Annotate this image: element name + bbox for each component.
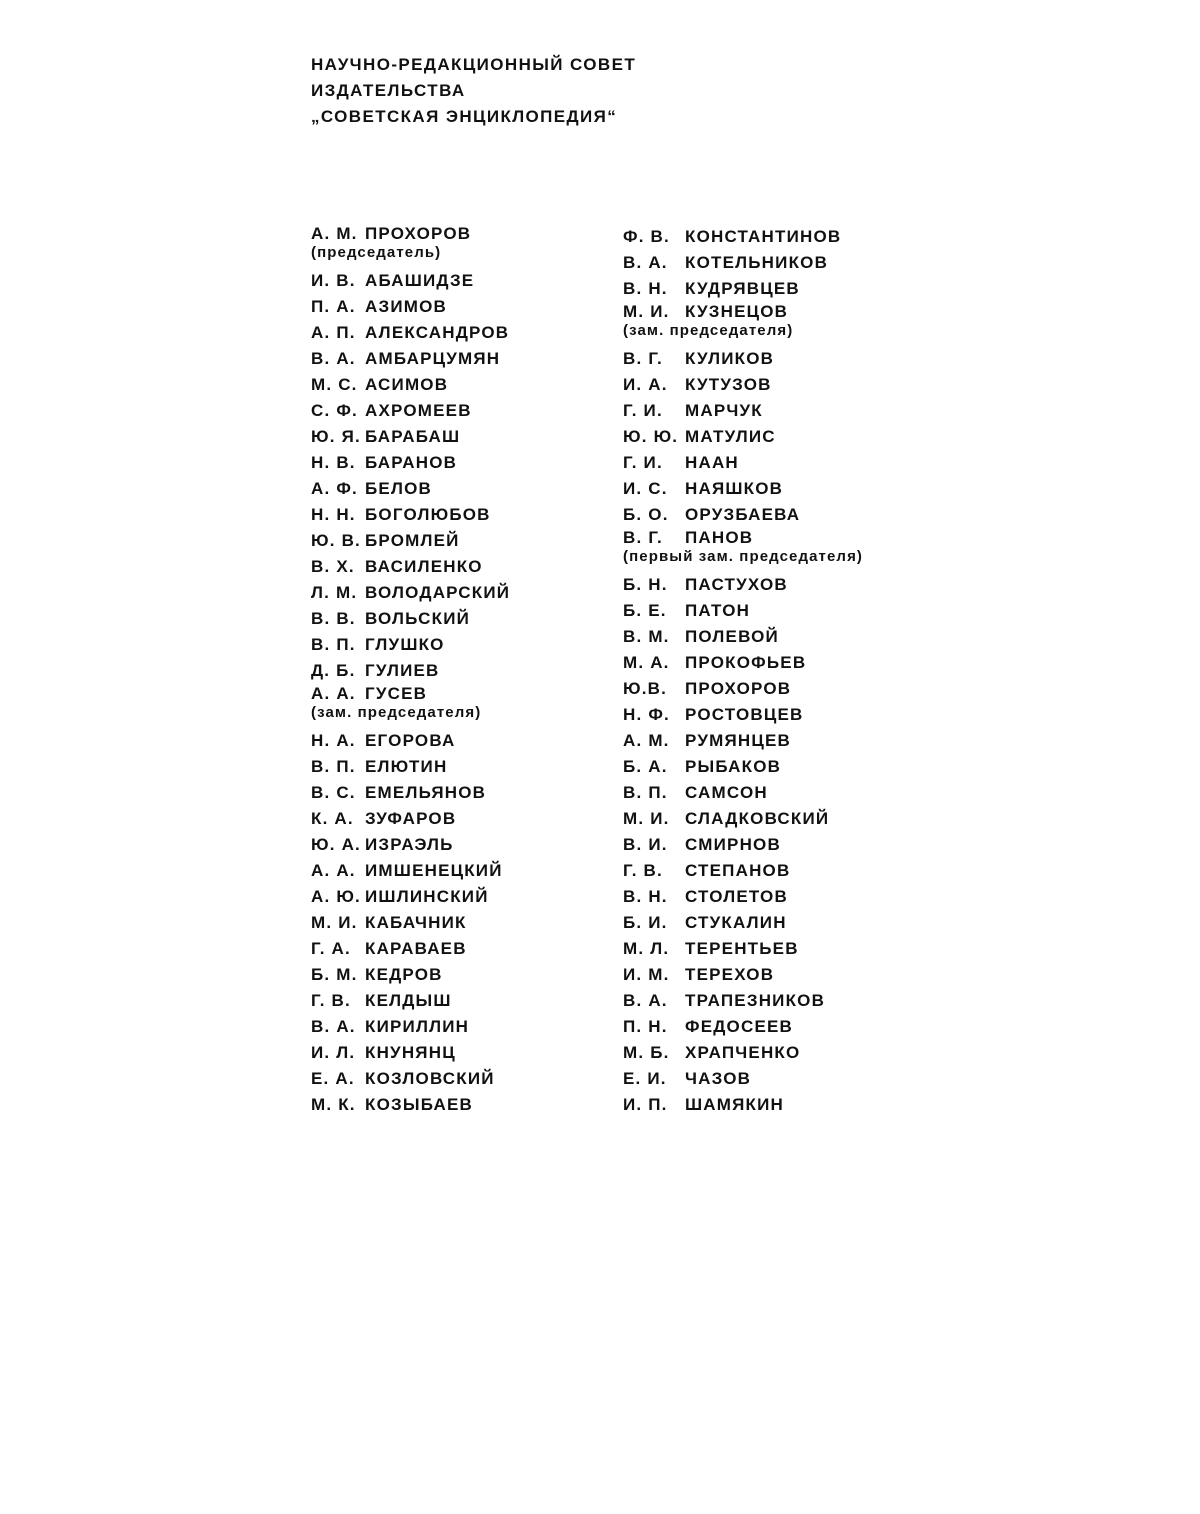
member-surname: СТУКАЛИН (685, 913, 787, 932)
member-surname: РОСТОВЦЕВ (685, 705, 804, 724)
member-surname: КОЗЛОВСКИЙ (365, 1069, 495, 1088)
member-initials: М. Л. (623, 939, 670, 958)
member-entry (311, 728, 611, 754)
member-entry (311, 580, 611, 606)
member-name (623, 450, 923, 476)
member-entry (623, 572, 923, 598)
member-name (311, 832, 611, 858)
member-initials: В. П. (623, 783, 668, 802)
member-name (623, 676, 923, 702)
member-surname: ИЗРАЭЛЬ (365, 835, 454, 854)
member-initials: А. П. (311, 323, 356, 342)
member-surname: НААН (685, 453, 739, 472)
member-surname: АЛЕКСАНДРОВ (365, 323, 510, 342)
member-name (311, 858, 611, 884)
member-entry (623, 806, 923, 832)
member-surname: ВАСИЛЕНКО (365, 557, 483, 576)
member-name (311, 1066, 611, 1092)
member-name (623, 728, 923, 754)
member-name (623, 936, 923, 962)
member-entry (623, 450, 923, 476)
member-surname: КУТУЗОВ (685, 375, 772, 394)
member-name (311, 398, 611, 424)
member-surname: СТЕПАНОВ (685, 861, 791, 880)
member-surname: ОРУЗБАЕВА (685, 505, 801, 524)
member-initials: Н. В. (311, 453, 356, 472)
member-surname: АХРОМЕЕВ (365, 401, 472, 420)
member-name (311, 554, 611, 580)
member-initials: Б. Е. (623, 601, 667, 620)
member-name (311, 684, 611, 704)
member-initials: Г. И. (623, 401, 663, 420)
member-surname: ЧАЗОВ (685, 1069, 752, 1088)
member-initials: Б. О. (623, 505, 669, 524)
member-entry (311, 554, 611, 580)
member-name (623, 884, 923, 910)
member-surname: САМСОН (685, 783, 768, 802)
member-initials: Ю.В. (623, 679, 668, 698)
member-surname: МАРЧУК (685, 401, 763, 420)
member-entry (623, 250, 923, 276)
member-initials: Ю. Ю. (623, 427, 679, 446)
member-surname: РЫБАКОВ (685, 757, 782, 776)
member-entry (311, 632, 611, 658)
member-entry (623, 502, 923, 528)
member-name (311, 346, 611, 372)
member-initials: Ю. Я. (311, 427, 361, 446)
member-surname: ЕЛЮТИН (365, 757, 448, 776)
member-entry (623, 832, 923, 858)
member-role-note: (первый зам. председателя) (623, 548, 864, 565)
member-initials: Д. Б. (311, 661, 356, 680)
member-entry (311, 806, 611, 832)
member-name (311, 988, 611, 1014)
member-initials: М. И. (623, 809, 670, 828)
member-entry (311, 224, 611, 262)
member-surname: АМБАРЦУМЯН (365, 349, 501, 368)
member-surname: АБАШИДЗЕ (365, 271, 475, 290)
member-entry (623, 650, 923, 676)
member-initials: Г. В. (311, 991, 351, 1010)
member-entry (311, 832, 611, 858)
member-surname: НАЯШКОВ (685, 479, 784, 498)
member-surname: КЕЛДЫШ (365, 991, 452, 1010)
member-entry (311, 476, 611, 502)
member-entry (623, 302, 923, 340)
member-initials: В. М. (623, 627, 670, 646)
member-initials: П. А. (311, 297, 356, 316)
member-surname: ФЕДОСЕЕВ (685, 1017, 794, 1036)
member-entry (311, 320, 611, 346)
member-entry (623, 276, 923, 302)
member-surname: ТЕРЕНТЬЕВ (685, 939, 799, 958)
member-entry (623, 884, 923, 910)
member-initials: В. П. (311, 757, 356, 776)
member-surname: ТЕРЕХОВ (685, 965, 775, 984)
member-surname: ПАТОН (685, 601, 751, 620)
member-name (311, 632, 611, 658)
member-surname: АСИМОВ (365, 375, 449, 394)
member-surname: КУЛИКОВ (685, 349, 775, 368)
member-entry (311, 684, 611, 722)
member-name (311, 962, 611, 988)
member-entry (311, 424, 611, 450)
council-heading (311, 52, 636, 130)
member-initials: И. М. (623, 965, 670, 984)
member-entry (623, 476, 923, 502)
member-entry (311, 606, 611, 632)
member-name (311, 728, 611, 754)
member-initials: Б. А. (623, 757, 668, 776)
member-initials: М. С. (311, 375, 358, 394)
member-name (623, 650, 923, 676)
member-surname: КАБАЧНИК (365, 913, 467, 932)
member-surname: ГУСЕВ (365, 684, 428, 703)
member-surname: КАРАВАЕВ (365, 939, 467, 958)
member-name (311, 806, 611, 832)
member-name (311, 294, 611, 320)
member-entry (311, 858, 611, 884)
member-entry (311, 884, 611, 910)
member-entry (623, 1066, 923, 1092)
member-surname: БОГОЛЮБОВ (365, 505, 491, 524)
member-initials: Б. М. (311, 965, 358, 984)
heading-line-2: ИЗДАТЕЛЬСТВА (311, 81, 466, 100)
member-name (311, 910, 611, 936)
member-surname: ПРОХОРОВ (685, 679, 792, 698)
member-entry (623, 676, 923, 702)
member-initials: А. М. (623, 731, 670, 750)
member-entry (623, 372, 923, 398)
member-name (623, 528, 923, 548)
member-initials: Н. А. (311, 731, 356, 750)
member-surname: СЛАДКОВСКИЙ (685, 809, 830, 828)
member-name (623, 424, 923, 450)
member-name (623, 1040, 923, 1066)
member-name (311, 936, 611, 962)
member-initials: В. Г. (623, 349, 663, 368)
member-entry (311, 936, 611, 962)
member-surname: ГЛУШКО (365, 635, 445, 654)
member-surname: КУДРЯВЦЕВ (685, 279, 800, 298)
member-surname: БАРАБАШ (365, 427, 461, 446)
member-initials: М. А. (623, 653, 670, 672)
member-surname: АЗИМОВ (365, 297, 448, 316)
member-name (623, 224, 923, 250)
member-name (311, 502, 611, 528)
member-surname: КОНСТАНТИНОВ (685, 227, 842, 246)
member-name (311, 1092, 611, 1118)
member-name (623, 302, 923, 322)
member-entry (623, 936, 923, 962)
member-initials: Н. Н. (311, 505, 356, 524)
member-surname: ПАСТУХОВ (685, 575, 788, 594)
member-name (311, 528, 611, 554)
member-surname: ПРОКОФЬЕВ (685, 653, 807, 672)
member-name (623, 1092, 923, 1118)
member-entry (311, 658, 611, 684)
member-initials: Н. Ф. (623, 705, 670, 724)
member-name (623, 346, 923, 372)
member-initials: В. А. (311, 1017, 356, 1036)
member-name (311, 580, 611, 606)
member-name (311, 780, 611, 806)
member-name (623, 624, 923, 650)
member-entry (623, 962, 923, 988)
member-name (623, 398, 923, 424)
member-name (623, 372, 923, 398)
member-initials: В. С. (311, 783, 356, 802)
member-name (623, 806, 923, 832)
member-initials: В. П. (311, 635, 356, 654)
member-entry (623, 224, 923, 250)
member-name (311, 884, 611, 910)
member-name (311, 476, 611, 502)
member-surname: ИМШЕНЕЦКИЙ (365, 861, 503, 880)
member-surname: БЕЛОВ (365, 479, 432, 498)
heading-line-3: „СОВЕТСКАЯ ЭНЦИКЛОПЕДИЯ“ (311, 107, 618, 126)
member-entry (623, 1092, 923, 1118)
member-entry (623, 398, 923, 424)
member-name (311, 606, 611, 632)
heading-line-1: НАУЧНО-РЕДАКЦИОННЫЙ СОВЕТ (311, 55, 637, 74)
member-initials: И. В. (311, 271, 356, 290)
member-role-note: (зам. председателя) (311, 704, 482, 721)
member-entry (623, 988, 923, 1014)
member-entry (623, 780, 923, 806)
member-name (311, 320, 611, 346)
member-surname: ЕГОРОВА (365, 731, 456, 750)
member-entry (311, 346, 611, 372)
member-name (623, 910, 923, 936)
member-name (623, 1066, 923, 1092)
member-initials: И. Л. (311, 1043, 356, 1062)
member-surname: ПАНОВ (685, 528, 754, 547)
member-initials: М. И. (311, 913, 358, 932)
member-name (623, 502, 923, 528)
member-name (311, 224, 611, 244)
member-surname: ИШЛИНСКИЙ (365, 887, 489, 906)
member-surname: ВОЛЬСКИЙ (365, 609, 471, 628)
member-surname: ШАМЯКИН (685, 1095, 785, 1114)
member-surname: КИРИЛЛИН (365, 1017, 470, 1036)
member-initials: А. А. (311, 684, 356, 703)
member-entry (311, 1066, 611, 1092)
member-initials: М. И. (623, 302, 670, 321)
member-initials: Б. И. (623, 913, 668, 932)
member-initials: П. Н. (623, 1017, 668, 1036)
member-entry (623, 624, 923, 650)
member-initials: А. М. (311, 224, 358, 243)
member-entry (311, 294, 611, 320)
member-entry (623, 754, 923, 780)
member-entry (311, 372, 611, 398)
member-entry (311, 988, 611, 1014)
member-name (623, 276, 923, 302)
member-name (623, 1014, 923, 1040)
member-surname: РУМЯНЦЕВ (685, 731, 791, 750)
member-name (623, 858, 923, 884)
member-entry (311, 754, 611, 780)
right-member-column (623, 224, 923, 1118)
member-name (623, 702, 923, 728)
member-entry (623, 702, 923, 728)
member-name (311, 1040, 611, 1066)
member-name (311, 424, 611, 450)
member-initials: В. Г. (623, 528, 663, 547)
member-name (623, 476, 923, 502)
member-entry (623, 346, 923, 372)
member-initials: И. П. (623, 1095, 668, 1114)
member-initials: В. В. (311, 609, 356, 628)
member-surname: БРОМЛЕЙ (365, 531, 460, 550)
member-name (311, 372, 611, 398)
member-entry (311, 502, 611, 528)
member-surname: МАТУЛИС (685, 427, 776, 446)
member-name (623, 780, 923, 806)
member-entry (311, 1014, 611, 1040)
member-surname: СМИРНОВ (685, 835, 781, 854)
member-entry (311, 398, 611, 424)
member-initials: В. И. (623, 835, 668, 854)
member-role-note: (председатель) (311, 244, 442, 261)
member-initials: В. Н. (623, 279, 668, 298)
member-entry (623, 858, 923, 884)
member-entry (623, 910, 923, 936)
member-initials: В. Х. (311, 557, 355, 576)
member-surname: КОЗЫБАЕВ (365, 1095, 473, 1114)
member-name (623, 962, 923, 988)
member-name (623, 250, 923, 276)
left-member-column (311, 224, 611, 1118)
member-initials: Ю. В. (311, 531, 361, 550)
member-initials: Ф. В. (623, 227, 670, 246)
member-initials: К. А. (311, 809, 354, 828)
member-name (311, 268, 611, 294)
member-surname: ВОЛОДАРСКИЙ (365, 583, 511, 602)
member-initials: И. А. (623, 375, 668, 394)
member-surname: КЕДРОВ (365, 965, 443, 984)
member-initials: Г. В. (623, 861, 663, 880)
member-surname: КУЗНЕЦОВ (685, 302, 789, 321)
member-initials: Г. А. (311, 939, 351, 958)
member-name (623, 988, 923, 1014)
member-entry (623, 598, 923, 624)
member-initials: А. Ф. (311, 479, 358, 498)
member-surname: ЕМЕЛЬЯНОВ (365, 783, 487, 802)
member-name (311, 658, 611, 684)
member-name (623, 598, 923, 624)
member-surname: ЗУФАРОВ (365, 809, 457, 828)
member-entry (623, 1014, 923, 1040)
member-initials: В. А. (311, 349, 356, 368)
member-surname: КНУНЯНЦ (365, 1043, 456, 1062)
member-surname: КОТЕЛЬНИКОВ (685, 253, 829, 272)
member-surname: ТРАПЕЗНИКОВ (685, 991, 826, 1010)
member-initials: Е. И. (623, 1069, 667, 1088)
member-initials: Л. М. (311, 583, 358, 602)
member-initials: С. Ф. (311, 401, 358, 420)
member-initials: Ю. А. (311, 835, 361, 854)
member-name (311, 450, 611, 476)
member-entry (623, 528, 923, 566)
member-name (311, 754, 611, 780)
member-initials: А. А. (311, 861, 356, 880)
member-surname: БАРАНОВ (365, 453, 458, 472)
member-entry (623, 728, 923, 754)
member-entry (311, 780, 611, 806)
member-initials: В. А. (623, 253, 668, 272)
member-entry (311, 1092, 611, 1118)
member-surname: ПОЛЕВОЙ (685, 627, 779, 646)
member-name (623, 754, 923, 780)
member-surname: СТОЛЕТОВ (685, 887, 788, 906)
member-name (311, 1014, 611, 1040)
member-surname: ПРОХОРОВ (365, 224, 472, 243)
member-name (623, 572, 923, 598)
member-initials: В. Н. (623, 887, 668, 906)
member-initials: И. С. (623, 479, 668, 498)
member-entry (311, 910, 611, 936)
member-initials: М. К. (311, 1095, 356, 1114)
member-initials: Г. И. (623, 453, 663, 472)
member-initials: В. А. (623, 991, 668, 1010)
member-initials: Б. Н. (623, 575, 668, 594)
member-name (623, 832, 923, 858)
member-entry (623, 424, 923, 450)
member-role-note: (зам. председателя) (623, 322, 794, 339)
member-initials: А. Ю. (311, 887, 361, 906)
member-entry (311, 962, 611, 988)
member-entry (623, 1040, 923, 1066)
member-entry (311, 268, 611, 294)
member-entry (311, 528, 611, 554)
member-surname: ХРАПЧЕНКО (685, 1043, 801, 1062)
member-entry (311, 1040, 611, 1066)
member-initials: Е. А. (311, 1069, 355, 1088)
member-surname: ГУЛИЕВ (365, 661, 440, 680)
member-initials: М. Б. (623, 1043, 670, 1062)
member-entry (311, 450, 611, 476)
